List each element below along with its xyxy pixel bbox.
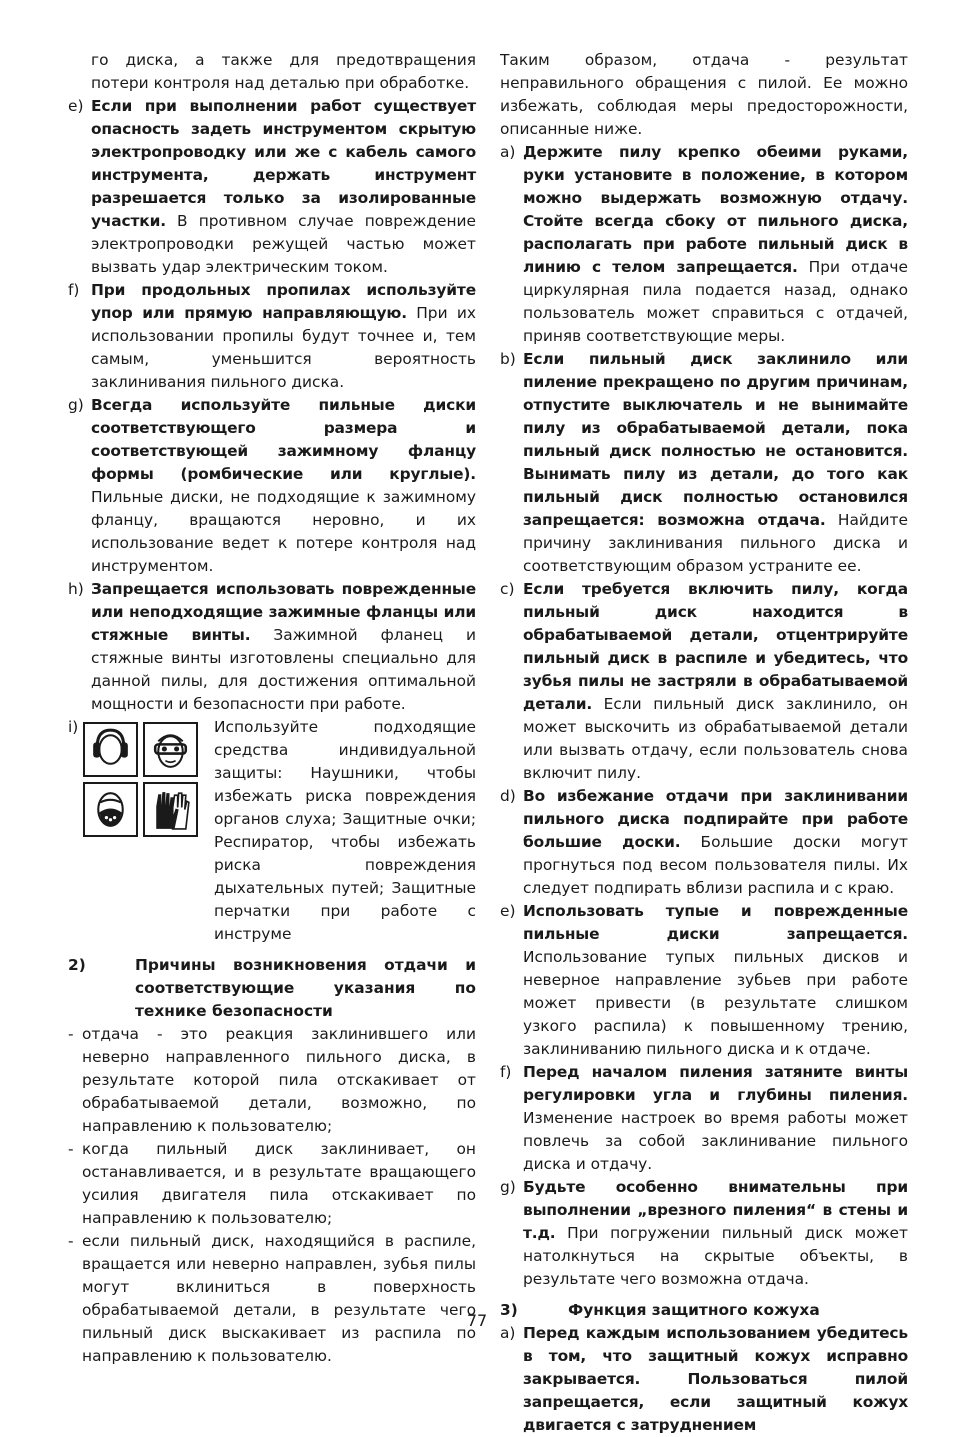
item-bold-text: Если пильный диск заклинило или пиление прекращено по другим причинам, отпустите выключатель и не вынимайте пилу из обрабатываемой детали, пока пильный диск полностью не остановится. Вынимать пилу из детали, до того как пильный диск полностью остановился запрещается: возможна отдача. bbox=[523, 350, 908, 529]
respirator-icon bbox=[83, 782, 138, 837]
item-label: b) bbox=[500, 350, 516, 368]
ppe-text: Используйте подходящие средства индивидуальной защиты: Наушники, чтобы избежать риска повреждения органов слуха; Защитные очки; Респиратор, чтобы избежать риска повреждения дыхательных путей; Защитные перчатки при работе с инструме bbox=[214, 718, 476, 943]
section-heading-2 bbox=[68, 954, 476, 1023]
section-title: Причины возникновения отдачи и соответствующие указания по технике безопасности bbox=[135, 956, 476, 1020]
left-intro-paragraph: го диска, а также для предотвращения потери контроля над деталью при обработке. bbox=[91, 51, 476, 92]
dash-item bbox=[68, 1023, 476, 1138]
instruction-item-a bbox=[500, 141, 908, 348]
item-label: e) bbox=[500, 902, 516, 920]
safety-goggles-icon bbox=[143, 722, 198, 777]
item-bold-text: Держите пилу крепко обеими руками, руки установите в положение, в котором можно выдержать возможную отдачу. Стойте всегда сбоку от пильного диска, располагать при работе пильный диск в линию с телом запрещается. bbox=[523, 143, 908, 276]
item-text: Большие доски могут прогнуться под весом пользователя пилы. Их следует подпирать вблизи распила и с краю. bbox=[523, 833, 908, 897]
item-text: При их использовании пропилы будут точнее и, тем самым, уменьшится вероятность заклинивания пильного диска. bbox=[91, 304, 476, 391]
instruction-item-e bbox=[68, 95, 476, 279]
instruction-item-c bbox=[500, 578, 908, 785]
item-text: В противном случае повреждение электропроводки режущей частью может вызвать удар электрическим током. bbox=[91, 212, 476, 276]
item-label: a) bbox=[500, 143, 516, 161]
item-label: f) bbox=[500, 1063, 512, 1081]
ear-protection-icon bbox=[83, 722, 138, 777]
item-text: Зажимной фланец и стяжные винты изготовлены специально для данной пилы, для достижения оптимальной мощности и безопасности при работе. bbox=[91, 626, 476, 713]
item-label: c) bbox=[500, 580, 515, 598]
item-text: Изменение настроек во время работы может повлечь за собой заклинивание пильного диска и отдачу. bbox=[523, 1109, 908, 1173]
section-title: Функция защитного кожуха bbox=[568, 1301, 820, 1319]
dash-text: когда пильный диск заклинивает, он останавливается, и в результате вращающего усилия двигателя пила отскакивает по направлению к пользователю; bbox=[82, 1140, 476, 1227]
page-number: 77 bbox=[466, 1311, 488, 1330]
left-column bbox=[68, 49, 476, 1368]
item-label: i) bbox=[68, 718, 79, 736]
dash-item bbox=[68, 1230, 476, 1368]
instruction-item-f bbox=[68, 279, 476, 394]
dash-text: если пильный диск, находящийся в распиле, вращается или неверно направлен, зубья пилы могут вклиниться в поверхность обрабатываемой детали, в результате чего пильный диск выскакивает из распила по направлению к пользователю. bbox=[82, 1232, 476, 1365]
item-text: Найдите причину заклинивания пильного диска и соответствующим образом устраните ее. bbox=[523, 511, 908, 575]
dash-label: - bbox=[68, 1025, 74, 1043]
item-label: f) bbox=[68, 281, 80, 299]
guard-item-a bbox=[500, 1322, 908, 1437]
instruction-item-d bbox=[500, 785, 908, 900]
item-text: При погружении пильный диск может натолкнуться на скрытые объекты, в результате чего возможна отдача. bbox=[523, 1224, 908, 1288]
instruction-item-e bbox=[500, 900, 908, 1061]
item-bold-text: Во избежание отдачи при заклинивании пильного диска подпирайте при работе большие доски. bbox=[523, 787, 908, 851]
section-number: 2) bbox=[68, 956, 86, 974]
item-bold-text: Если при выполнении работ существует опасность задеть инструментом скрытую электропроводку или же с кабель самого инструмента, держать инструмент разрешается только за изолированные участки. bbox=[91, 97, 476, 230]
item-label: d) bbox=[500, 787, 516, 805]
item-bold-text: Всегда используйте пильные диски соответствующего размера и соответствующей зажимному фланцу формы (ромбические или круглые). bbox=[91, 396, 476, 483]
section-number: 3) bbox=[500, 1301, 518, 1319]
right-column bbox=[500, 49, 908, 1437]
item-bold-text: При продольных пропилах используйте упор или прямую направляющую. bbox=[91, 281, 476, 322]
item-bold-text: Перед началом пиления затяните винты регулировки угла и глубины пиления. bbox=[523, 1063, 908, 1104]
instruction-item-h bbox=[68, 578, 476, 716]
dash-text: отдача - это реакция заклинившего или неверно направленного пильного диска, в результате которой пила отскакивает от обрабатываемой детали, возможно, по направлению к пользователю; bbox=[82, 1025, 476, 1135]
ppe-item-i bbox=[68, 716, 476, 946]
dash-label: - bbox=[68, 1232, 74, 1250]
item-text: Пильные диски, не подходящие к зажимному фланцу, вращаются неровно, и их использование ведет к потере контроля над инструментом. bbox=[91, 488, 476, 575]
dash-label: - bbox=[68, 1140, 74, 1158]
item-bold-text: Если требуется включить пилу, когда пильный диск находится в обрабатываемой детали, отцентрируйте пильный диск в распиле и убедитесь, что зубья пилы не застряли в обрабатываемой детали. bbox=[523, 580, 908, 713]
item-bold-text: Запрещается использовать поврежденные или неподходящие зажимные фланцы или стяжные винты. bbox=[91, 580, 476, 644]
item-label: h) bbox=[68, 580, 84, 598]
instruction-item-b bbox=[500, 348, 908, 578]
instruction-item-g bbox=[500, 1176, 908, 1291]
item-bold-text: Перед каждым использованием убедитесь в том, что защитный кожух исправно закрывается. Пользоваться пилой запрещается, если защитный кожух двигается с затруднением bbox=[523, 1324, 908, 1434]
protective-gloves-icon bbox=[143, 782, 198, 837]
item-label: e) bbox=[68, 97, 84, 115]
item-label: g) bbox=[68, 396, 84, 414]
instruction-item-g bbox=[68, 394, 476, 578]
item-label: g) bbox=[500, 1178, 516, 1196]
item-bold-text: Будьте особенно внимательны при выполнении „врезного пиления“ в стены и т.д. bbox=[523, 1178, 908, 1242]
item-text: При отдаче циркулярная пила подается назад, однако пользователь может справиться с отдачей, приняв соответствующие меры. bbox=[523, 258, 908, 345]
item-text: Использование тупых пильных дисков и неверное направление зубьев при работе может привести (в результате слишком узкого распила) к повышенному трению, заклиниванию пильного диска и к отдаче. bbox=[523, 948, 908, 1058]
dash-item bbox=[68, 1138, 476, 1230]
instruction-item-f bbox=[500, 1061, 908, 1176]
item-label: a) bbox=[500, 1324, 516, 1342]
item-text: Если пильный диск заклинило, он может выскочить из обрабатываемой детали или вызвать отдачу, если пользователь снова включит пилу. bbox=[523, 695, 908, 782]
item-bold-text: Использовать тупые и поврежденные пильные диски запрещается. bbox=[523, 902, 908, 943]
right-intro-paragraph: Таким образом, отдача - результат неправильного обращения с пилой. Ее можно избежать, соблюдая меры предосторожности, описанные ниже. bbox=[500, 51, 908, 138]
ppe-pictograms bbox=[83, 722, 199, 837]
